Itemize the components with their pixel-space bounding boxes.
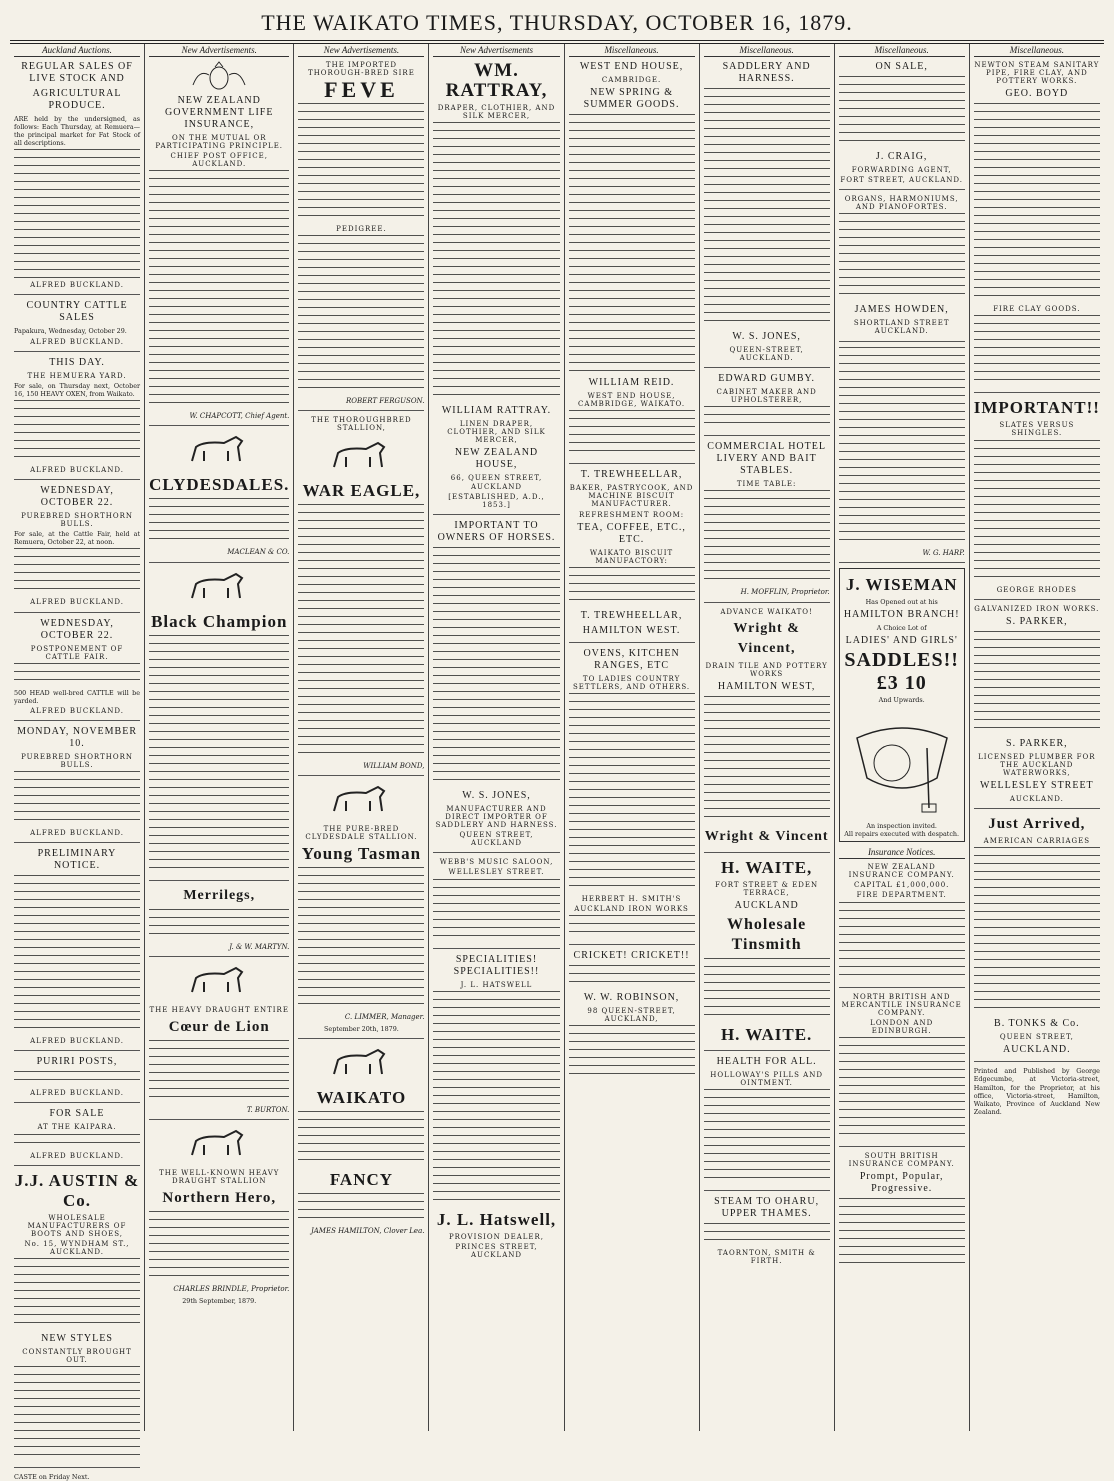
sb-title: SOUTH BRITISH INSURANCE COMPANY. [848,1151,955,1169]
established: [ESTABLISHED, A.D., 1853.] [448,492,545,509]
hero-signature: CHARLES BRINDLE, Proprietor. [173,1285,290,1294]
choice-text: A Choice Lot of [876,623,927,632]
masthead-rule [10,40,1104,41]
ad-subtitle: PUREBRED SHORTHORN BULLS. [21,512,133,529]
important-title: IMPORTANT!! [973,398,1100,418]
footer-notice: CASTE on Friday Next. [14,1473,90,1481]
auckland2: AUCKLAND. [1003,1044,1071,1056]
masthead-title: THE WAIKATO TIMES, THURSDAY, OCTOBER 16, 1879. [261,10,853,35]
organs-title: ORGANS, HARMONIUMS, AND PIANOFORTES. [844,195,959,212]
nz-house-address: 66, QUEEN STREET, AUCKLAND [450,474,543,491]
hotel-title: COMMERCIAL HOTEL LIVERY AND BAIT STABLES. [707,441,826,477]
holloway-title: HOLLOWAY'S PILLS AND OINTMENT. [710,1071,823,1088]
ad-on-sale [839,61,965,184]
webb-title: WEBB'S MUSIC SALOON, [439,858,554,867]
ad-title: THIS DAY. [49,356,105,368]
howden-name: JAMES HOWDEN, [854,304,949,316]
gumby-subtitle: CABINET MAKER AND UPHOLSTERER, [716,388,817,405]
ad-owners-of-horses [433,520,559,847]
nz-subtitle: ON THE MUTUAL OR PARTICIPATING PRINCIPLE. [155,134,284,151]
horses-title: IMPORTANT TO OWNERS OF HORSES. [437,519,556,543]
craig-name: J. CRAIG, [875,151,928,162]
ad-waikato-fancy [298,1044,424,1235]
ad-body: Papakura, Wednesday, October 29. [14,327,127,336]
ad-regular-sales [14,61,140,289]
ad-clydesdales [149,431,289,556]
auckland: AUCKLAND [734,900,799,912]
ad-body: ARE held by the undersigned, as follows: Each Thursday, at Remuera—the principal market for Fat Stock of all descriptions. [14,115,141,148]
feve-pretitle: THE IMPORTED THOROUGH-BRED SIRE [308,61,415,78]
coeur-title: Cœur de Lion [168,1018,270,1035]
ad-ovens [569,648,695,939]
ad-steam [704,1196,830,1265]
robinson-name: W. W. ROBINSON, [583,992,680,1004]
health-title: HEALTH FOR ALL. [716,1056,817,1068]
column-header: Miscellaneous. [569,44,695,57]
westend-subtitle: CAMBRIDGE. [601,76,662,84]
craig-subtitle: FORWARDING AGENT, [851,166,952,174]
steam-signature: TAORNTON, SMITH & FIRTH. [717,1249,816,1266]
ladies-title: LADIES' AND GIRLS' [845,634,958,646]
rattray-subtitle: DRAPER, CLOTHIER, AND SILK MERCER, [437,104,556,121]
nzic-title: NEW ZEALAND INSURANCE COMPANY. [848,863,955,880]
wellesley-title: WELLESLEY STREET [980,780,1094,792]
column-misc-2 [700,44,835,1431]
trew-name: T. TREWHEELLAR, [580,469,683,481]
parker2-name: S. PARKER, [1006,737,1068,749]
horse-icon [184,568,254,608]
prompt-text: Prompt, Popular, Progressive. [859,1171,944,1195]
ad-just-arrived [974,814,1100,1056]
saddle-icon [847,708,957,818]
ad-title: REGULAR SALES OF LIVE STOCK AND [21,61,133,84]
ad-body: For sale, at the Cattle Fair, held at Remuera, October 22, at noon. [14,530,141,547]
ad-commercial-hotel [704,441,830,596]
ad-body: 500 HEAD well-bred CATTLE will be yarded. [14,688,141,705]
ad-west-end-house [569,61,695,458]
ad-preliminary [14,848,140,1045]
ad-title: PRELIMINARY NOTICE. [37,848,117,872]
coeur-signature: T. BURTON. [246,1105,290,1114]
factory-title: WAIKATO BISCUIT MANUFACTORY: [589,548,674,565]
cricket-title: CRICKET! CRICKET!! [573,950,690,962]
ad-signature: ALFRED BUCKLAND. [30,829,124,838]
repair-text: All repairs executed with despatch. [844,830,960,839]
jones-name: W. S. JONES, [462,789,531,801]
ad-feve [298,61,424,405]
ad-title: MONDAY, NOVEMBER 10. [17,725,137,749]
feve-title: FEVE [324,77,399,103]
wiseman-subtitle: Has Opened out at his [865,597,938,606]
wiseman-name: J. WISEMAN [845,574,958,594]
branch-title: HAMILTON BRANCH! [843,608,960,620]
ad-war-eagle [298,416,424,769]
robinson-address: 98 QUEEN-STREET, AUCKLAND, [587,1007,676,1024]
pipe-title: NEWTON STEAM SANITARY PIPE, FIRE CLAY, AND POTTERY WORKS. [974,61,1100,86]
ad-signature: ALFRED BUCKLAND. [30,281,124,290]
ad-signature: ALFRED BUCKLAND. [30,1151,124,1160]
ad-nz-insurance [149,61,289,420]
column-new-ads-1 [145,44,294,1431]
ad-north-british [839,993,965,1141]
ad-nz-insurance-co [839,863,965,981]
clydes-signature: MACLEAN & CO. [227,548,290,557]
ad-waite [704,858,830,1045]
austin-name: J.J. AUSTIN & Co. [14,1170,140,1210]
ad-rattray [433,61,559,509]
styles-subtitle: CONSTANTLY BROUGHT OUT. [22,1348,132,1365]
ad-puriri [14,1056,140,1097]
ad-austin [14,1171,140,1463]
ad-holloway [704,1056,830,1185]
fancy-title: FANCY [329,1170,394,1190]
ad-title: COUNTRY CATTLE SALES [26,300,128,324]
column-header: Auckland Auctions. [14,44,140,57]
slates-title: SLATES VERSUS SHINGLES. [999,421,1075,438]
spring-title: NEW SPRING & SUMMER GOODS. [583,87,680,111]
imprint: Printed and Published by George Edgecumbe, at Victoria-street, Hamilton, for the Proprietor, at his office, Victoria-street, Hamilton, Waikato, Province of Auckland New Zealand. [973,1067,1100,1116]
ad-cricket [569,950,695,1081]
column-header: New Advertisements [433,44,559,57]
ad-kaipara [14,1108,140,1159]
hero-date: 29th September, 1879. [182,1297,257,1306]
war-pretitle: THE THOROUGHBRED STALLION, [311,416,412,433]
horse-icon [326,437,396,477]
rattray-signature-sub: LINEN DRAPER, CLOTHIER, AND SILK MERCER, [447,420,546,445]
clydes-title: CLYDESDALES. [149,475,290,495]
insurance-header: Insurance Notices. [839,846,965,859]
hamilton-west: HAMILTON WEST, [717,680,816,692]
mofflin-signature: H. MOFFLIN, Proprietor. [740,588,830,597]
column-auckland-auctions [10,44,145,1481]
hero-title: Northern Hero, [162,1190,277,1207]
column-header: Miscellaneous. [839,44,965,57]
advance-title: ADVANCE WAIKATO! [720,607,813,616]
iron-works: AUCKLAND IRON WORKS [574,905,689,914]
westend-title: WEST END HOUSE, [579,61,684,72]
timetable-title: TIME TABLE: [736,480,797,489]
ad-galvanized [974,605,1100,803]
ad-signature: ALFRED BUCKLAND. [30,598,124,607]
war-signature: WILLIAM BOND, [363,761,425,770]
wright-title: Wright & Vincent, [733,620,800,656]
hero-pretitle: THE WELL-KNOWN HEAVY DRAUGHT STALLION [159,1168,280,1185]
ad-title: FOR SALE [49,1108,105,1120]
feve-signature: ROBERT FERGUSON. [345,397,425,406]
rhodes-name: GEORGE RHODES [996,585,1077,594]
ad-postponement [14,618,140,715]
galv-title: GALVANIZED IRON WORKS. [974,604,1100,613]
ad-organs [839,195,965,335]
horse-icon [184,431,254,471]
horse-icon [326,1044,396,1084]
fort-street: FORT STREET & EDEN TERRACE, [715,880,819,897]
merrilegs-title: Merrilegs, [183,887,256,903]
ld-text: LONDON AND EDINBURGH. [870,1018,934,1035]
ad-subtitle: THE HEMUERA YARD. [27,371,127,380]
ad-coeur-de-lion [149,962,289,1114]
ad-important [974,398,1100,593]
fancy-signature: JAMES HAMILTON, Clover Lea. [310,1227,425,1236]
ad-wiseman [839,568,965,842]
tea-title: TEA, COFFEE, ETC., ETC. [577,521,686,545]
refresh-title: REFRESHMENT ROOM: [579,510,685,519]
craig-address: FORT STREET, AUCKLAND. [840,176,963,185]
ovens-title: OVENS, KITCHEN RANGES, ETC [583,647,680,671]
ad-signature: ALFRED BUCKLAND. [30,465,124,474]
ad-title: WEDNESDAY, OCTOBER 22. [40,485,114,509]
ad-subtitle: AT THE KAIPARA. [37,1123,117,1132]
ad-young-tasman [298,781,424,1033]
column-misc-3 [835,44,970,1431]
auckland: AUCKLAND. [1009,795,1064,804]
nz-office: CHIEF POST OFFICE, AUCKLAND. [170,152,268,169]
horse-icon [184,1125,254,1165]
boyd-name: GEO. BOYD [1005,88,1069,100]
smith-name: HERBERT H. SMITH'S [581,895,682,904]
jones-address: QUEEN STREET, AUCKLAND [459,831,534,848]
ad-wright-vincent [704,608,830,847]
column-misc-1 [565,44,700,1431]
young-pretitle: THE PURE-BRED CLYDESDALE STALLION. [305,824,418,841]
ad-northern-hero [149,1125,289,1305]
styles-title: NEW STYLES [41,1333,113,1345]
plumber-text: LICENSED PLUMBER FOR THE AUCKLAND WATERWORKS, [978,752,1096,777]
gumby-name: EDWARD GUMBY. [718,373,815,385]
steam-title: STEAM TO OHARU, UPPER THAMES. [714,1196,820,1220]
nz-house: NEW ZEALAND HOUSE, [454,447,539,471]
ad-title: PURIRI POSTS, [36,1056,118,1068]
sale-title: ON SALE, [875,61,928,72]
bricks-title: FIRE CLAY GOODS. [993,305,1081,314]
wright2-title: Wright & Vincent [704,828,829,844]
ad-title: WEDNESDAY, OCTOBER 22. [40,617,114,641]
masthead [0,0,1114,40]
queen-street: QUEEN STREET, [999,1033,1074,1042]
waite-title: H. WAITE, [720,857,813,877]
nz-title: NEW ZEALAND GOVERNMENT LIFE INSURANCE, [165,95,274,130]
jones-name: W. S. JONES, [732,331,801,342]
coeur-pretitle: THE HEAVY DRAUGHT ENTIRE [149,1005,289,1014]
webb-address: WELLESLEY STREET. [448,868,545,877]
column-header: Miscellaneous. [704,44,830,57]
waite2-title: H. WAITE. [720,1025,813,1045]
fire-dept: FIRE DEPARTMENT. [856,891,947,900]
trew-subtitle: BAKER, PASTRYCOOK, AND MACHINE BISCUIT MANUFACTURER. [569,484,694,509]
column-header: Miscellaneous. [974,44,1100,57]
ad-body: For sale, on Thursday next, October 16, 150 HEAVY OXEN, from Waikato. [14,381,141,398]
saddle-price: £3 10 [876,671,927,694]
columns [10,44,1104,1481]
ad-this-day [14,357,140,474]
feve-pedigree: PEDIGREE. [336,225,387,234]
ad-country-cattle [14,300,140,345]
reid-subtitle: WEST END HOUSE, CAMBRIDGE, WAIKATO. [578,392,686,409]
column-header: New Advertisements. [149,44,289,57]
ad-subtitle: PUREBRED SHORTHORN BULLS. [21,752,133,770]
nz-signature: W. CHAPCOTT, Chief Agent. [189,412,290,421]
parker-name: S. PARKER, [1006,615,1068,627]
ad-signature: ALFRED BUCKLAND. [30,1037,124,1046]
waikato-title: WAIKATO [316,1088,407,1108]
saddlery-title: SADDLERY AND HARNESS. [722,61,811,84]
black-champion-title: Black Champion [151,611,288,631]
young-date: September 20th, 1879. [324,1024,399,1033]
ad-monday-bulls [14,726,140,837]
horse-icon [326,781,396,821]
ad-gumby [704,373,830,430]
ad-subtitle: POSTPONEMENT OF CATTLE FAIR. [30,644,124,661]
rattray-signature: WILLIAM RATTRAY. [441,405,552,417]
ad-merrilegs [149,886,289,951]
merrilegs-signature: J. & W. MARTYN. [229,942,290,951]
jones-subtitle: MANUFACTURER AND DIRECT IMPORTER OF SADDLERY AND HARNESS. [435,804,558,830]
ad-wednesday-bulls [14,485,140,606]
ad-hatswell [433,954,559,1259]
ad-newton-pipe [974,61,1100,387]
upwards-text: And Upwards. [878,695,925,704]
coat-of-arms-icon [189,61,249,91]
austin-address: No. 15, WYNDHAM ST., AUCKLAND. [24,1239,130,1256]
column-new-ads-2 [294,44,429,1431]
horse-icon [184,962,254,1002]
ad-trewheellar [569,469,695,637]
drain-title: DRAIN TILE AND POTTERY WORKS [705,661,828,678]
hatswell-subtitle: PROVISION DEALER, [448,1232,545,1241]
reid-name: WILLIAM REID. [588,377,675,389]
arrived-title: Just Arrived, [988,816,1086,833]
war-title: WAR EAGLE, [302,480,421,500]
nbm-title: NORTH BRITISH AND MERCANTILE INSURANCE COMPANY. [841,992,962,1017]
inspect-text: An inspection invited. [866,821,937,830]
column-header: New Advertisements. [298,44,424,57]
ad-signature: ALFRED BUCKLAND. [30,1089,124,1098]
capital-text: CAPITAL £1,000,000. [853,881,950,890]
column-misc-4 [970,44,1104,1431]
young-signature: C. LIMMER, Manager. [344,1012,425,1021]
specialities-title: SPECIALITIES! SPECIALITIES!! [453,953,540,977]
ad-subtitle: AGRICULTURAL PRODUCE. [32,88,122,111]
country-title: TO LADIES COUNTRY SETTLERS, AND OTHERS. [573,674,691,691]
saddles-title: SADDLES!! [844,648,959,671]
austin-subtitle: WHOLESALE MANUFACTURERS OF BOOTS AND SHOES, [27,1213,127,1238]
american-title: AMERICAN CARRIAGES [983,837,1091,846]
ad-signature: ALFRED BUCKLAND. [30,337,124,346]
hatswell-name: J. L. HATSWELL [460,980,533,989]
ad-saddlery [704,61,830,362]
howden-address: SHORTLAND STREET AUCKLAND. [853,319,950,336]
ad-harp [839,347,965,557]
young-title: Young Tasman [301,843,422,863]
rattray-title: WM. RATTRAY, [445,60,548,101]
jones-address: QUEEN-STREET, AUCKLAND. [729,346,804,363]
ad-signature: ALFRED BUCKLAND. [30,706,124,715]
tonks-name: B. TONKS & Co. [994,1018,1080,1030]
trew2-name: T. TREWHEELLAR, [580,609,683,621]
hatswell-big: J. L. Hatswell, [436,1209,557,1229]
hatswell-address: PRINCES STREET, AUCKLAND [455,1242,538,1259]
tinsmith-title: Wholesale Tinsmith [727,916,807,954]
harp-signature: W. G. HARP. [922,548,965,557]
ad-black-champion [149,568,289,875]
ad-south-british [839,1152,965,1270]
ad-webb-music [433,858,559,942]
hamilton-west: HAMILTON WEST. [582,624,681,636]
column-new-ads-3 [429,44,564,1431]
